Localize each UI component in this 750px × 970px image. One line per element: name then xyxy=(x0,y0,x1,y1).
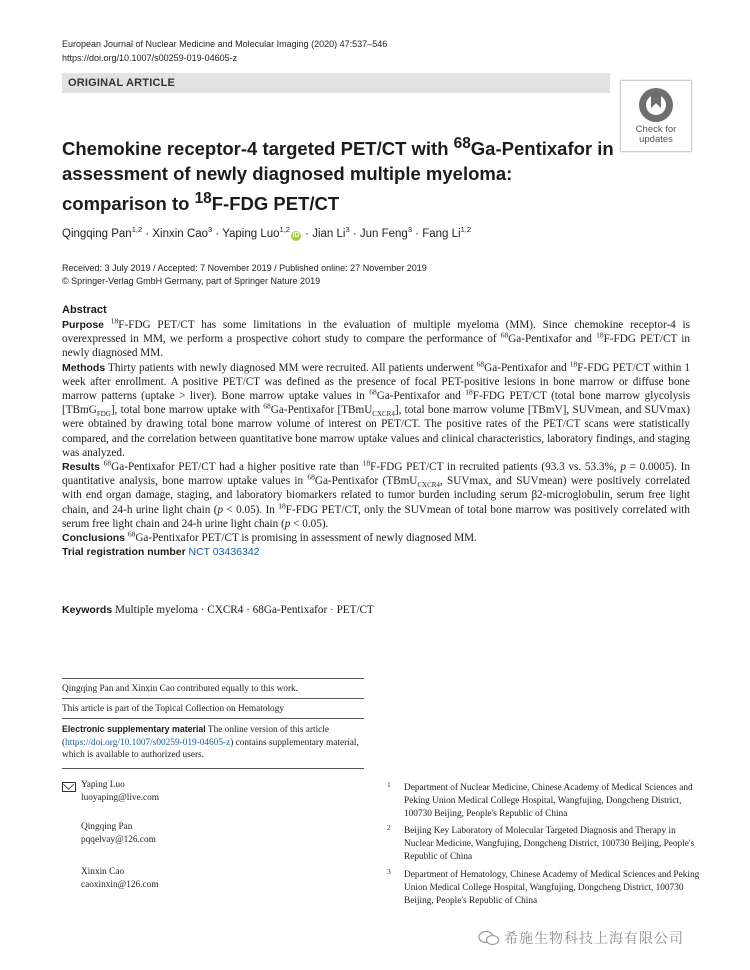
author-name[interactable]: Jun Feng xyxy=(359,227,408,240)
abstract-conclusions: Conclusions $^{68}$Ga-Pentixafor PET/CT is promising in assessment of newly diagnosed MM. xyxy=(62,529,477,545)
affiliation-number: 1 xyxy=(387,780,391,789)
author-name[interactable]: Xinxin Cao xyxy=(152,227,208,240)
orcid-icon[interactable]: iD xyxy=(292,231,300,239)
keyword: 68Ga-Pentixafor xyxy=(252,604,328,616)
copyright: © Springer-Verlag GmbH Germany, part of Springer Nature 2019 xyxy=(62,276,321,286)
author-list: Qingqing Pan$^{1,2}$ · Xinxin Cao$^3$ · Yaping Luo$^{1,2}$iD · Jian $Li^3$ · Jun Feng$^3$ · Fang Li$^{1,2}$ xyxy=(62,225,472,240)
footnote-divider xyxy=(62,768,364,769)
footnote-equal: Qingqing Pan and Xinxin Cao contributed equally to this work. xyxy=(62,684,299,694)
contact-name: Yaping Luo xyxy=(81,780,125,790)
contact-block xyxy=(81,866,159,892)
keywords: Keywords Multiple myeloma · CXCR4 · 68Ga-Pentixafor · PET/CT xyxy=(62,604,374,616)
keyword: Multiple myeloma xyxy=(114,604,198,616)
affiliation: Beijing Key Laboratory of Molecular Targeted Diagnosis and Therapy in Nuclear Medicine, Wangfujing, Dongcheng District, 100730 Beijing, People's Republic of China xyxy=(404,826,695,862)
esm-label: Electronic supplementary material xyxy=(62,724,206,734)
article-dates xyxy=(62,262,427,288)
author-aff: 1,2 xyxy=(131,225,143,234)
envelope-icon xyxy=(62,782,76,792)
check-for-updates-button[interactable] xyxy=(620,80,692,152)
contact-block xyxy=(81,779,159,805)
article-type: ORIGINAL ARTICLE xyxy=(68,77,176,89)
article-title xyxy=(62,131,622,216)
author-aff: 3 xyxy=(407,225,412,234)
affiliation: Department of Nuclear Medicine, Chinese Academy of Medical Sciences and Peking Union Medical College Hospital, Wangfujing, Dongcheng District, 100730 Beijing, People's Republic of China xyxy=(404,783,693,819)
history-dates: Received: 3 July 2019 / Accepted: 7 November 2019 / Published online: 27 November 2019 xyxy=(62,263,427,273)
affiliation-number: 3 xyxy=(387,867,391,876)
affiliation-number: 2 xyxy=(387,823,391,832)
author-aff: 1,2 xyxy=(460,225,472,234)
check-for-updates-icon xyxy=(639,88,673,122)
contact-name: Qingqing Pan xyxy=(81,822,133,832)
author-name[interactable]: Jian Li xyxy=(312,227,346,240)
contact-email[interactable]: luoyaping@live.com xyxy=(81,793,160,803)
abstract-purpose: Purpose $^{18}$F-FDG PET/CT has some limitations in the evaluation of multiple myeloma (MM). Since chemokine receptor-4 is overexpressed in MM, we perform a prospective cohort study to compare the performance of $^{68}$Ga-Pentixafor and $^{18}$F-FDG PET/CT in newly diagnosed MM. xyxy=(62,316,690,360)
title-sup: 18 xyxy=(194,190,212,208)
esm-text: ) contains supplementary material, which is available to authorized users. xyxy=(62,737,359,760)
abstract-results: Results $^{68}$Ga-Pentixafor PET/CT had a higher positive rate than $^{18}$F-FDG PET/CT in recruited patients (93.3 vs. 53.3%, p = 0.0005). In quantitative analysis, bone marrow uptake values in $^{68}$Ga-Pentixafor (TBmU$_{CXCR4}$, SUVmax, and SUVmean) were positively correlated with end organ damage, staging, and laboratory biomarkers related to tumor burden including serum β2-microglobulin, serum free light chain, and 24-h urine light chain (p < 0.05). In $^{18}$F-FDG PET/CT, only the SUVmean of total bone marrow was positively correlated with serum free light chain and 24-h urine light chain (p < 0.05). xyxy=(62,458,690,530)
abstract-trial xyxy=(62,545,690,559)
journal-citation: European Journal of Nuclear Medicine and Molecular Imaging (2020) 47:537–546 xyxy=(62,39,388,49)
author-name[interactable]: Fang Li xyxy=(422,227,461,240)
author-aff: 1,2 xyxy=(279,225,290,234)
footnote-divider xyxy=(62,718,364,719)
contact-block xyxy=(81,821,156,847)
article-type-ribbon xyxy=(62,73,610,93)
check-for-updates-line2: updates xyxy=(639,134,673,145)
author-aff: 3 xyxy=(208,225,213,234)
watermark: 希施生物科技上海有限公司 xyxy=(504,930,684,946)
section-label: Purpose xyxy=(62,319,105,331)
title-part: Chemokine receptor-4 targeted PET/CT with xyxy=(62,138,454,160)
esm-text: The online version of this article ( xyxy=(62,725,329,748)
section-label: Methods xyxy=(62,361,106,374)
trial-link[interactable]: NCT 03436342 xyxy=(188,546,260,559)
abstract-body xyxy=(62,318,690,559)
title-part: Ga-Pentixafor in assessment of newly diagnosed multiple myeloma: comparison to xyxy=(62,138,614,215)
section-label: Conclusions xyxy=(62,532,126,545)
footnote-collection: This article is part of the Topical Collection on Hematology xyxy=(62,704,284,714)
journal-header xyxy=(62,37,387,65)
footnote-divider xyxy=(62,698,364,699)
author-aff: 3 xyxy=(345,225,350,234)
wechat-icon xyxy=(478,930,500,946)
footnote-esm xyxy=(62,723,364,762)
title-part: F-FDG PET/CT xyxy=(211,193,340,215)
contact-name: Xinxin Cao xyxy=(81,867,125,877)
affiliation: Department of Hematology, Chinese Academy of Medical Sciences and Peking Union Medical College Hospital, Wangfujing, Dongcheng District, 100730 Beijing, People's Republic of China xyxy=(404,870,700,906)
author-name[interactable]: Yaping Luo xyxy=(222,227,280,240)
journal-doi[interactable]: https://doi.org/10.1007/s00259-019-04605-z xyxy=(62,53,238,63)
contact-email[interactable]: caoxinxin@126.com xyxy=(81,880,159,890)
abstract-heading: Abstract xyxy=(62,304,107,316)
section-label: Results xyxy=(62,461,100,474)
contact-email[interactable]: pqqelvay@126.com xyxy=(81,835,156,845)
keyword: CXCR4 xyxy=(207,604,244,616)
keyword: PET/CT xyxy=(336,604,374,616)
title-sup: 68 xyxy=(453,135,471,152)
abstract-methods: Methods Thirty patients with newly diagnosed MM were recruited. All patients underwent $^{68}$Ga-Pentixafor and $^{18}$F-FDG PET/CT within 1 week after enrollment. A positive PET/CT was defined as the presence of focal PET-positive lesions in bone marrow or diffuse bone marrow patterns (uptake > liver). Bone marrow uptake values in $^{68}$Ga-Pentixafor and $^{18}$F-FDG PET/CT (total bone marrow glycolysis [TBmG$_{FDG}$], total bone marrow uptake with $^{68}$Ga-Pentixafor [TBmU$_{CXCR4}$], total bone marrow volume [TBmV], SUVmean, and SUVmax) were obtained by drawing total bone marrow volume of interest on PET/CT. The positive rates of the PET/CT scans were statistically compared, and the correlation between quantitative bone marrow uptake values and clinical characteristics, laboratory findings, and staging was analyzed. xyxy=(62,358,691,459)
footnote-divider xyxy=(62,678,364,679)
section-label: Trial registration number xyxy=(62,546,186,559)
keywords-label: Keywords xyxy=(62,604,113,616)
esm-link[interactable]: https://doi.org/10.1007/s00259-019-04605-z xyxy=(65,737,231,748)
check-for-updates-line1: Check for xyxy=(635,124,677,135)
author-name[interactable]: Qingqing Pan xyxy=(62,227,132,240)
